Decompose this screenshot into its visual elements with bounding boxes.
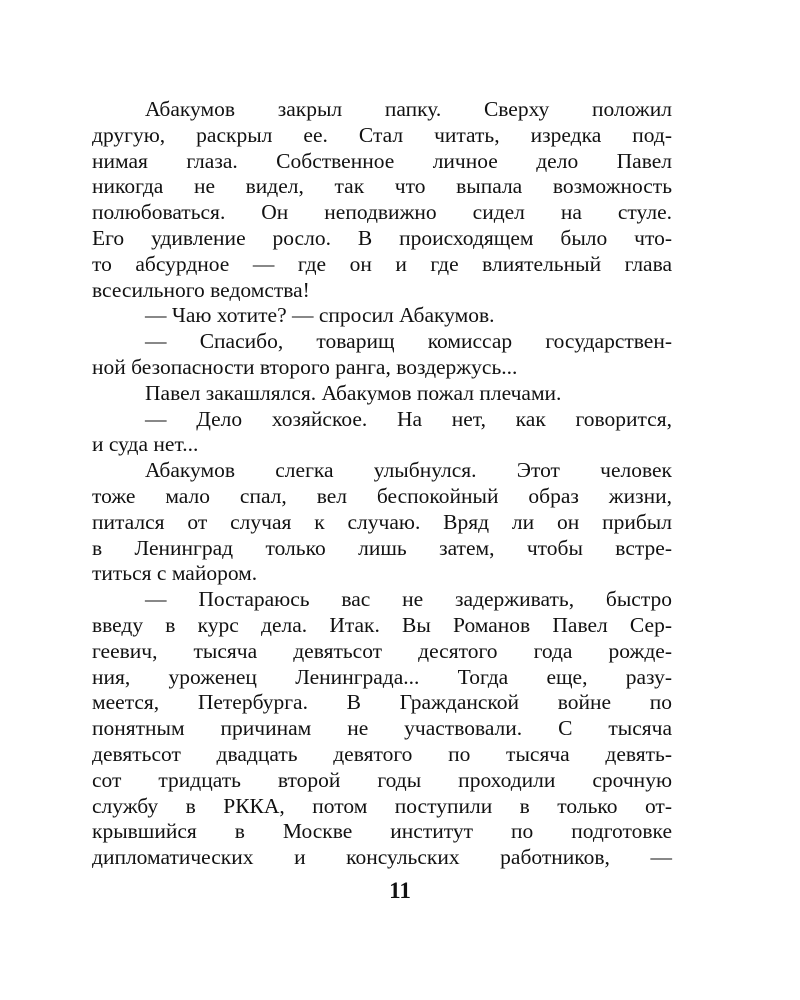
text-line: Абакумов слегка улыбнулся. Этот человек [145,458,672,483]
text-line: введу в курс дела. Итак. Вы Романов Павел Сер- [92,612,672,637]
page-number: 11 [389,878,411,903]
text-line: полюбоваться. Он неподвижно сидел на стуле. [92,200,672,225]
text-line: сот тридцать второй годы проходили срочную [92,767,672,792]
text-line: Павел закашлялся. Абакумов пожал плечами. [145,380,562,405]
text-line: в Ленинград только лишь затем, чтобы встре- [92,535,672,560]
text-line: Его удивление росло. В происходящем было что- [92,225,672,250]
text-line: — Чаю хотите? — спросил Абакумов. [145,303,495,328]
text-line: всесильного ведомства! [92,277,310,302]
text-line: Абакумов закрыл папку. Сверху положил [145,97,672,121]
text-line: — Постараюсь вас не задерживать, быстро [145,587,672,612]
text-line: — Дело хозяйское. На нет, как говорится, [145,406,672,431]
text-line: тоже мало спал, вел беспокойный образ жизни, [92,483,672,508]
text-line: девятьсот двадцать девятого по тысяча девять- [92,741,672,766]
text-line: и суда нет... [92,432,199,457]
text-line: дипломатических и консульских работников, — [92,845,672,870]
text-line: ния, уроженец Ленинграда... Тогда еще, разу- [92,664,672,689]
text-line: никогда не видел, так что выпала возможность [92,174,672,199]
text-line: питался от случая к случаю. Вряд ли он прибыл [92,509,672,534]
text-line: крывшийся в Москве институт по подготовке [92,819,672,844]
text-line: службу в РККА, потом поступили в только от- [92,793,672,818]
text-line: ной безопасности второго ранга, воздержусь... [92,354,518,379]
text-line: другую, раскрыл ее. Стал читать, изредка под- [92,122,672,147]
text-line: понятным причинам не участвовали. С тысяча [92,716,672,741]
text-line: то абсурдное — где он и где влиятельный глава [92,251,672,276]
text-line: титься с майором. [92,561,258,586]
text-line: нимая глаза. Собственное личное дело Павел [92,148,672,173]
text-line: — Спасибо, товарищ комиссар государствен- [145,329,672,354]
body-text [92,97,672,871]
text-line: геевич, тысяча девятьсот десятого года рожде- [92,638,672,663]
text-line: меется, Петербурга. В Гражданской войне по [92,690,672,715]
